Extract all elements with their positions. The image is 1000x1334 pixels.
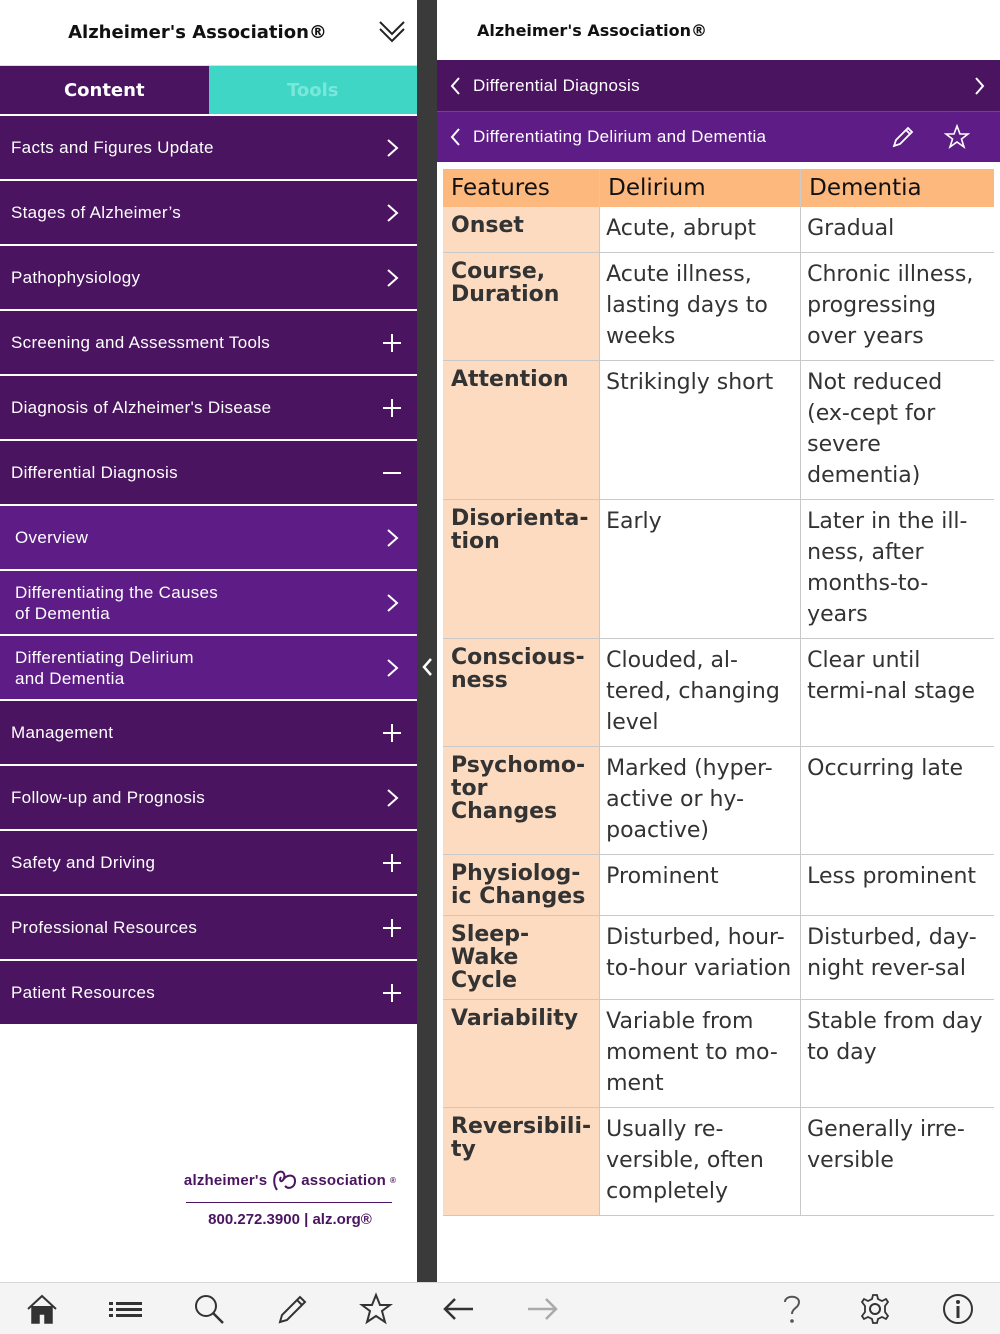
chevron-right-icon[interactable]	[381, 787, 403, 809]
table-row	[443, 916, 994, 1000]
plus-icon[interactable]	[381, 852, 403, 874]
star-icon[interactable]	[944, 124, 970, 150]
delirium-cell: Marked (hyper-active or hy-poactive)	[600, 747, 801, 855]
pencil-icon[interactable]	[276, 1292, 310, 1326]
star-icon[interactable]	[359, 1292, 393, 1326]
sidebar-item-label: Follow-up and Prognosis	[11, 788, 205, 807]
delirium-cell: Early	[600, 500, 801, 639]
table-row	[443, 500, 994, 639]
back-chevron-icon[interactable]	[447, 126, 463, 148]
chevron-right-icon[interactable]	[381, 657, 403, 679]
delirium-cell: Variable from moment to mo-ment	[600, 1000, 801, 1108]
table-row	[443, 361, 994, 500]
dementia-cell: Disturbed, day-night rever-sal	[801, 916, 994, 1000]
logo-text	[180, 1168, 400, 1192]
feature-cell: Sleep-Wake Cycle	[443, 916, 600, 1000]
segmented-tabs	[0, 66, 417, 114]
table-row	[443, 639, 994, 747]
logo-divider	[186, 1202, 392, 1203]
left-header	[0, 0, 417, 66]
logo-registered-mark: ®	[389, 1175, 397, 1185]
dementia-cell: Less prominent	[801, 855, 994, 916]
sidebar-item[interactable]	[0, 699, 417, 764]
bottom-toolbar	[0, 1282, 1000, 1334]
feature-cell: Attention	[443, 361, 600, 500]
sidebar-item-label: Stages of Alzheimer’s	[11, 203, 182, 222]
collapse-chevron-icon[interactable]	[377, 16, 407, 46]
sidebar-item[interactable]	[0, 569, 417, 634]
feature-cell: Physiolog- ic Changes	[443, 855, 600, 916]
table-row	[443, 747, 994, 855]
dementia-cell: Occurring late	[801, 747, 994, 855]
collapse-pane-chevron-icon[interactable]	[419, 656, 435, 678]
tab-content[interactable]: Content	[0, 66, 209, 114]
logo-mark-icon	[271, 1168, 297, 1192]
plus-icon[interactable]	[381, 917, 403, 939]
plus-icon[interactable]	[381, 332, 403, 354]
chevron-right-icon[interactable]	[381, 267, 403, 289]
sidebar-item[interactable]	[0, 764, 417, 829]
comparison-table-wrap	[437, 162, 1000, 1216]
logo-text-left: alzheimer's	[183, 1171, 268, 1189]
split-divider[interactable]	[417, 0, 437, 1282]
feature-cell: Disorienta- tion	[443, 500, 600, 639]
table-row	[443, 1000, 994, 1108]
delirium-cell: Prominent	[600, 855, 801, 916]
breadcrumb-differential-diagnosis[interactable]	[437, 60, 1000, 111]
sidebar-item[interactable]	[0, 114, 417, 179]
tab-tools[interactable]: Tools	[209, 66, 418, 114]
right-header	[437, 0, 1000, 60]
sidebar-item[interactable]	[0, 439, 417, 504]
dementia-cell: Clear until termi-nal stage	[801, 639, 994, 747]
sidebar-item-label: Patient Resources	[11, 983, 156, 1002]
chevron-right-icon[interactable]	[381, 137, 403, 159]
feature-cell: Psychomo- tor Changes	[443, 747, 600, 855]
chevron-right-icon[interactable]	[381, 592, 403, 614]
sidebar-item-label: Safety and Driving	[11, 853, 156, 872]
delirium-cell: Clouded, al-tered, changing level	[600, 639, 801, 747]
dementia-cell: Not reduced (ex-cept for severe dementia)	[801, 361, 994, 500]
sidebar-item[interactable]	[0, 894, 417, 959]
sidebar-item[interactable]	[0, 309, 417, 374]
logo-text-right: association	[301, 1171, 386, 1189]
pencil-icon[interactable]	[890, 124, 916, 150]
dementia-cell: Chronic illness, progressing over years	[801, 253, 994, 361]
table-row	[443, 253, 994, 361]
forward-chevron-icon[interactable]	[972, 75, 988, 97]
sidebar-item-label: Differential Diagnosis	[11, 463, 178, 482]
sidebar-item[interactable]	[0, 504, 417, 569]
sidebar-item-label: Overview	[15, 528, 89, 547]
sidebar-item[interactable]	[0, 829, 417, 894]
left-app-title: Alzheimer's Association®	[68, 22, 327, 43]
home-icon[interactable]	[25, 1292, 59, 1326]
feature-cell: Course, Duration	[443, 253, 600, 361]
breadcrumb-delirium-dementia[interactable]	[437, 111, 1000, 162]
delirium-cell: Strikingly short	[600, 361, 801, 500]
table-body	[443, 207, 994, 1216]
feature-cell: Onset	[443, 207, 600, 253]
table-row	[443, 207, 994, 253]
dementia-cell: Generally irre-versible	[801, 1108, 994, 1216]
sidebar-item-label: Management	[11, 723, 114, 742]
sidebar-item[interactable]	[0, 179, 417, 244]
header-features: Features	[443, 169, 600, 207]
header-dementia: Dementia	[801, 169, 994, 207]
header-delirium: Delirium	[600, 169, 801, 207]
info-icon[interactable]	[941, 1292, 975, 1326]
right-pane	[437, 0, 1000, 1282]
right-app-title: Alzheimer's Association®	[477, 20, 708, 40]
back-chevron-icon[interactable]	[447, 75, 463, 97]
delirium-cell: Disturbed, hour-to-hour variation	[600, 916, 801, 1000]
sidebar-item-label: Diagnosis of Alzheimer's Disease	[11, 398, 272, 417]
delirium-cell: Acute illness, lasting days to weeks	[600, 253, 801, 361]
plus-icon[interactable]	[381, 397, 403, 419]
plus-icon[interactable]	[381, 982, 403, 1004]
back-arrow-icon[interactable]	[442, 1292, 476, 1326]
feature-cell: Reversibili- ty	[443, 1108, 600, 1216]
left-pane	[0, 0, 417, 1282]
sidebar-item[interactable]	[0, 374, 417, 439]
alzheimers-association-logo	[180, 1168, 400, 1228]
chevron-right-icon[interactable]	[381, 202, 403, 224]
dementia-cell: Stable from day to day	[801, 1000, 994, 1108]
forward-arrow-icon[interactable]	[525, 1292, 559, 1326]
logo-contact: 800.272.3900 | alz.org®	[208, 1211, 372, 1228]
delirium-cell: Acute, abrupt	[600, 207, 801, 253]
delirium-cell: Usually re-versible, often completely	[600, 1108, 801, 1216]
nav-list	[0, 114, 417, 1024]
list-icon[interactable]	[108, 1292, 142, 1326]
chevron-right-icon[interactable]	[381, 527, 403, 549]
sidebar-item-label: Facts and Figures Update	[11, 138, 214, 157]
search-icon[interactable]	[192, 1292, 226, 1326]
table-header-row	[443, 169, 994, 207]
dementia-cell: Later in the ill-ness, after months-to-years	[801, 500, 994, 639]
sidebar-item-label: Screening and Assessment Tools	[11, 333, 271, 352]
sidebar-item[interactable]	[0, 244, 417, 309]
sidebar-item[interactable]	[0, 959, 417, 1024]
sidebar-item-label: Pathophysiology	[11, 268, 141, 287]
minus-icon[interactable]	[381, 462, 403, 484]
breadcrumb-label: Differentiating Delirium and Dementia	[473, 127, 767, 146]
plus-icon[interactable]	[381, 722, 403, 744]
feature-cell: Conscious- ness	[443, 639, 600, 747]
feature-cell: Variability	[443, 1000, 600, 1108]
help-icon[interactable]	[775, 1292, 809, 1326]
sidebar-item-label: Differentiating Delirium and Dementia	[15, 647, 194, 688]
sidebar-item-label: Professional Resources	[11, 918, 198, 937]
sidebar-item-label: Differentiating the Causes of Dementia	[15, 582, 219, 623]
table-row	[443, 855, 994, 916]
table-row	[443, 1108, 994, 1216]
sidebar-item[interactable]	[0, 634, 417, 699]
gear-icon[interactable]	[858, 1292, 892, 1326]
breadcrumb-label: Differential Diagnosis	[473, 75, 640, 95]
dementia-cell: Gradual	[801, 207, 994, 253]
delirium-dementia-table	[443, 169, 994, 1216]
